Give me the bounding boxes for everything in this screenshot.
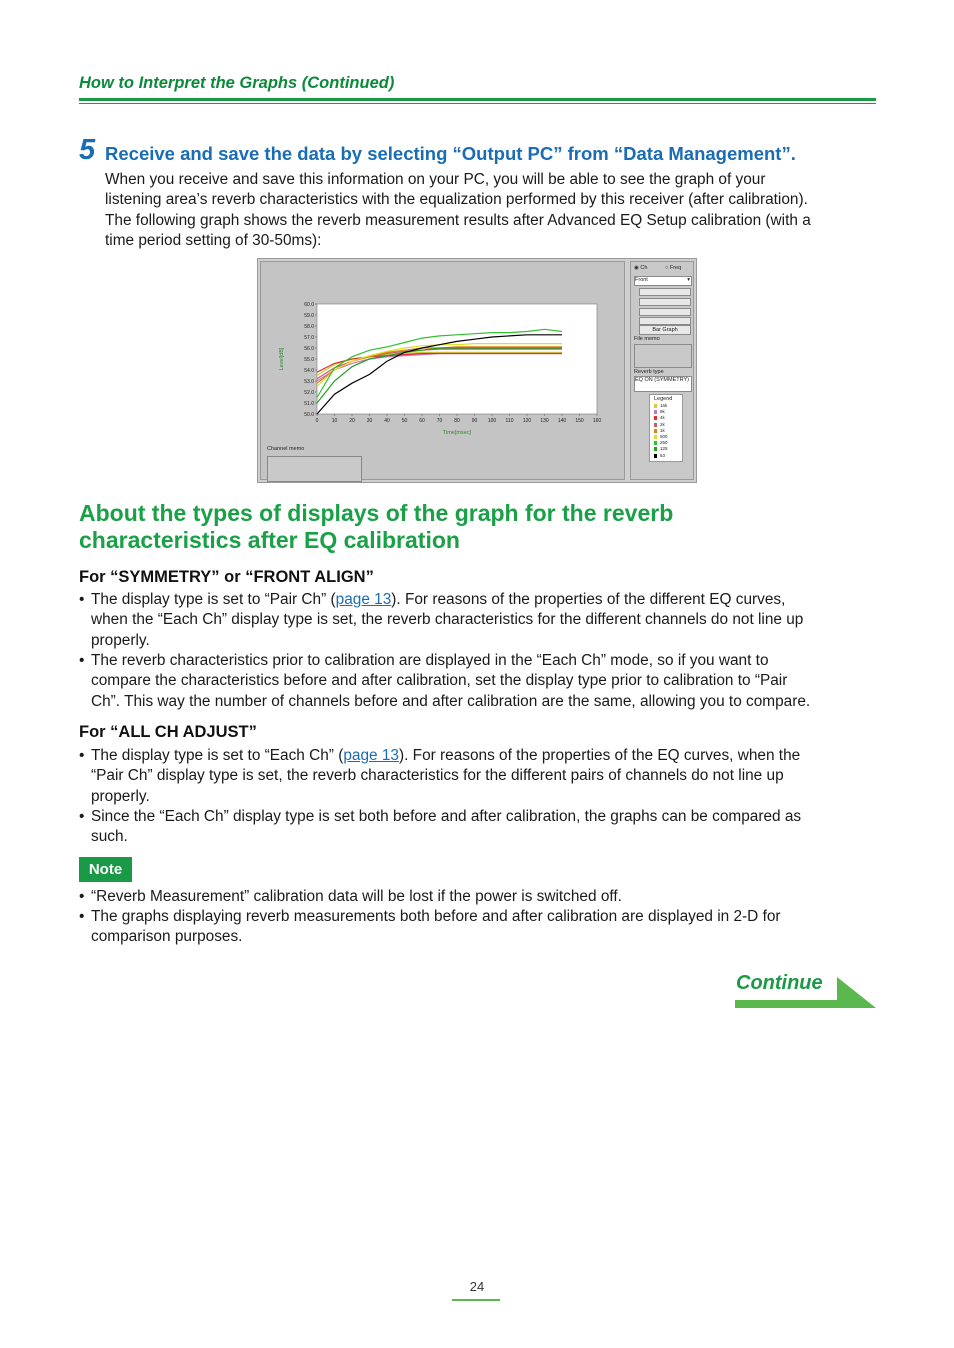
legend-box (649, 394, 683, 462)
radio-ch-icon: ◉ (634, 265, 639, 271)
x-tick-label: 60 (419, 418, 425, 424)
header-rule-thin (79, 103, 876, 104)
continue-arrow-icon (735, 977, 876, 1008)
legend-swatch (654, 454, 657, 458)
step-line: The following graph shows the reverb measurement results after Advanced EQ Setup calibration (with a (105, 211, 811, 229)
text: Since the “Each Ch” display type is set both before and after calibration, the graphs can be compared as (91, 808, 802, 825)
bullet-item (79, 807, 879, 848)
channel-memo-label: Channel memo (267, 446, 305, 452)
legend-label: 125 (660, 446, 668, 452)
x-tick-label: 30 (366, 418, 373, 424)
y-tick-label: 60.0 (304, 302, 314, 308)
step-body (105, 170, 895, 252)
text: comparison purposes. (91, 928, 243, 946)
x-tick-label: 120 (522, 418, 532, 424)
bullet-dot: • (79, 652, 85, 669)
x-axis-label: Time[msec] (442, 430, 472, 436)
text: “Pair Ch” display type is set, the reverb characteristics for the different pairs of channels do not line up (91, 767, 784, 785)
step-line: time period setting of 30-50ms): (105, 232, 322, 250)
step-heading: Receive and save the data by selecting “Output PC” from “Data Management”. (105, 143, 796, 164)
slider-1[interactable] (639, 288, 691, 296)
legend-swatch (654, 404, 657, 408)
x-tick-label: 0 (315, 418, 319, 424)
legend-swatch (654, 435, 657, 439)
x-tick-label: 80 (454, 418, 460, 424)
channel-select[interactable] (634, 276, 692, 286)
x-tick-label: 100 (487, 418, 497, 424)
legend-label: 2k (660, 421, 665, 427)
subheading-symmetry: For “SYMMETRY” or “FRONT ALIGN” (79, 568, 374, 586)
y-tick-label: 53.0 (304, 379, 314, 385)
bullet-dot: • (79, 591, 85, 608)
x-tick-label: 140 (557, 418, 567, 424)
x-tick-label: 70 (436, 418, 443, 424)
legend-title: Legend (654, 396, 673, 402)
text: when the “Each Ch” display type is set, the reverb characteristics for the different channels do not line up (91, 611, 804, 629)
slider-4[interactable] (639, 317, 691, 325)
reverb-graph-screenshot (257, 258, 697, 483)
bullet-dot: • (79, 747, 85, 764)
bullet-dot: • (79, 808, 85, 825)
y-tick-label: 59.0 (304, 313, 314, 319)
x-tick-label: 40 (384, 418, 390, 424)
bullet-dot: • (79, 888, 85, 905)
page-link[interactable]: page 13 (343, 747, 399, 764)
section-title-line: About the types of displays of the graph for the reverb (79, 500, 674, 526)
note-badge: Note (79, 857, 132, 882)
bullet-item (79, 590, 879, 651)
channel-select-value: Front (635, 277, 648, 283)
graph-panel (260, 261, 625, 480)
text: The display type is set to “Each Ch” ( (91, 747, 344, 764)
slider-3[interactable] (639, 308, 691, 316)
text: properly. (91, 631, 150, 649)
legend-swatch (654, 447, 657, 451)
x-tick-label: 10 (331, 418, 338, 424)
bullet-item (79, 651, 879, 712)
step-line: listening area’s reverb characteristics with the equalization performed by this receiver (after calibration). (105, 191, 808, 209)
y-tick-label: 50.0 (304, 412, 314, 418)
text: ). For reasons of the properties of the EQ curves, when the (398, 747, 801, 764)
file-memo-box[interactable] (634, 344, 692, 368)
legend-label: 8k (660, 409, 665, 415)
continue-label[interactable]: Continue (736, 972, 823, 994)
control-panel (630, 261, 694, 480)
x-tick-label: 130 (540, 418, 549, 424)
x-tick-label: 110 (505, 418, 514, 424)
bullet-item (79, 907, 879, 948)
header-title: How to Interpret the Graphs (Continued) (79, 74, 395, 92)
text: The reverb characteristics prior to calibration are displayed in the “Each Ch” mode, so if you want to (91, 652, 769, 669)
text: The graphs displaying reverb measurements both before and after calibration are displayed in 2-D for (91, 908, 781, 925)
step-number: 5 (79, 134, 96, 166)
text: ). For reasons of the properties of the different EQ curves, (391, 591, 786, 608)
legend-swatch (654, 429, 657, 433)
radio-ch[interactable] (634, 265, 647, 271)
x-tick-label: 50 (401, 418, 408, 424)
y-tick-label: 57.0 (304, 335, 314, 341)
radio-ch-label: Ch (640, 265, 648, 271)
x-tick-label: 90 (471, 418, 478, 424)
y-tick-label: 58.0 (304, 324, 314, 330)
legend-label: 63 (660, 452, 666, 458)
page-number-underline (452, 1299, 500, 1301)
legend-swatch (654, 410, 657, 414)
subheading-all-ch-adjust: For “ALL CH ADJUST” (79, 723, 257, 741)
reverb-type-value: EQ ON (SYMMETRY) (634, 376, 692, 392)
legend-label: 1k (660, 427, 665, 433)
legend-swatch (654, 416, 657, 420)
bullet-dot: • (79, 908, 85, 925)
x-tick-label: 150 (575, 418, 584, 424)
bullet-item (79, 887, 879, 907)
x-tick-label: 160 (592, 418, 602, 424)
y-tick-label: 56.0 (304, 346, 314, 352)
header-rule (79, 98, 876, 101)
y-tick-label: 51.0 (304, 401, 314, 407)
text: Ch”. This way the number of channels before and after calibration are the same, allowing you to compare. (91, 692, 811, 710)
radio-freq-label: Freq (669, 265, 682, 271)
page-number: 24 (469, 1279, 485, 1294)
y-tick-label: 55.0 (304, 357, 314, 363)
legend-label: 4k (660, 415, 665, 421)
legend-swatch (654, 441, 657, 445)
legend-label: 250 (660, 440, 668, 446)
reverb-chart (261, 262, 624, 452)
y-tick-label: 52.0 (304, 390, 314, 396)
section-title (79, 500, 879, 554)
text: properly. (91, 787, 150, 805)
x-tick-label: 20 (349, 418, 355, 424)
legend-swatch (654, 423, 657, 427)
bar-graph-button[interactable]: Bar Graph (639, 325, 691, 335)
reverb-type-label: Reverb type (634, 369, 664, 375)
legend-label: 500 (660, 434, 668, 439)
step-line: When you receive and save this information on your PC, you will be able to see the graph of your (105, 171, 766, 188)
text: The display type is set to “Pair Ch” ( (91, 591, 336, 608)
section-title-line: characteristics after EQ calibration (79, 527, 460, 553)
bullet-item (79, 746, 879, 807)
slider-2[interactable] (639, 298, 691, 306)
page-link[interactable]: page 13 (335, 591, 392, 608)
legend-label: 16k (660, 403, 668, 408)
chevron-down-icon: ▾ (687, 277, 690, 283)
radio-freq-icon: ○ (665, 265, 669, 271)
channel-memo-box[interactable] (267, 456, 362, 482)
y-tick-label: 54.0 (304, 368, 314, 374)
text: “Reverb Measurement” calibration data will be lost if the power is switched off. (91, 888, 622, 905)
y-axis-label: Level[dB] (279, 347, 285, 371)
radio-freq[interactable] (665, 265, 681, 271)
text: compare the characteristics before and after calibration, set the display type prior to calibration to “Pair (91, 672, 788, 690)
file-memo-label: File memo (634, 336, 660, 342)
text: such. (91, 828, 128, 846)
